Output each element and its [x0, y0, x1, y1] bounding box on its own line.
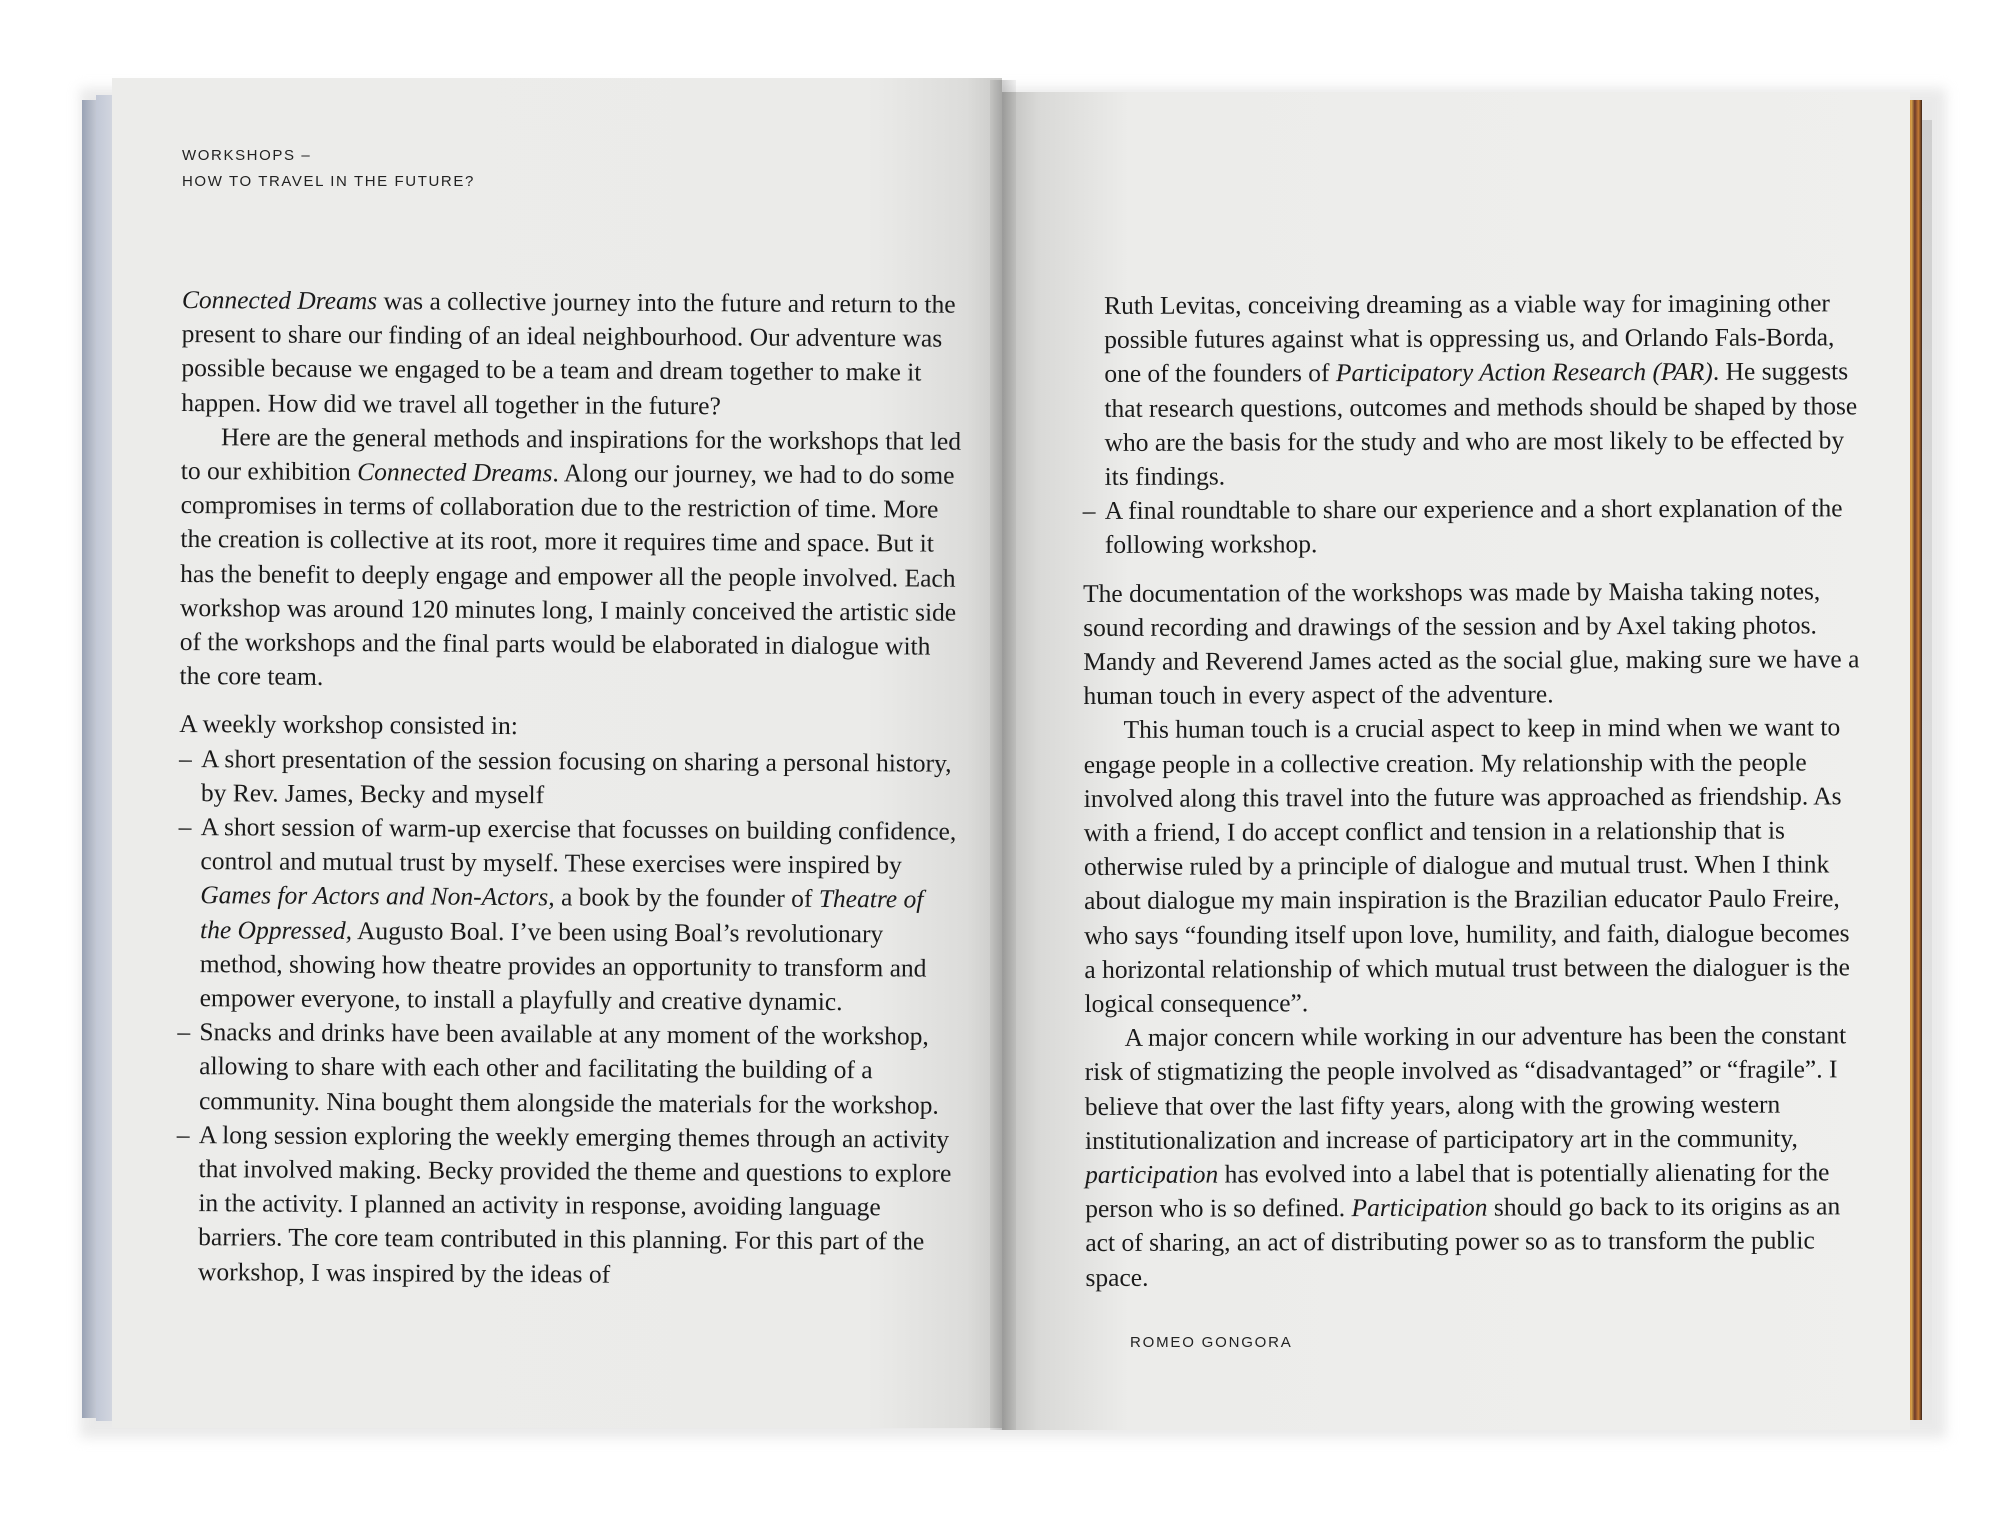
running-head-line-2: HOW TO TRAVEL IN THE FUTURE? [182, 173, 475, 190]
paragraph-participation [1085, 1019, 1866, 1295]
term-italic: Participation [1351, 1192, 1488, 1223]
running-head [182, 143, 475, 195]
paragraph-methods-text-a: Here are the general methods and inspirations for the workshops that led to our exhibition [180, 422, 962, 487]
term-italic: Participatory Action Research (PAR) [1335, 357, 1713, 388]
title-italic: Connected Dreams [181, 284, 378, 316]
title-italic: Connected Dreams [357, 457, 553, 488]
book-title-italic: Games for Actors and Non-Actors, [200, 880, 555, 912]
list-item [178, 810, 959, 1020]
paragraph-text: should go back to its origins as an act of sharing, an act of distributing power so as to transform the public space. [1085, 1191, 1841, 1292]
paragraph-methods [179, 420, 961, 698]
paragraph-methods-text-b: . Along our journey, we had to do some compromises in terms of collaboration due to the restriction of time. More the creation is collective at its root, more it requires time and space. But it has the benefit to deeply engage and empower all the people involved. Each workshop was around 120 minutes long, I mainly conceived the artistic side of the workshops and the final parts would be elaborated in dialogue with the core team. [179, 458, 957, 692]
list-item-text: A short presentation of the session focusing on sharing a personal history, by Rev. James, Becky and myself [200, 743, 952, 810]
list-item-text: . He suggests that research questions, outcomes and methods should be shaped by those who are the basis for the study and who are most likely to be effected by its findings. [1104, 356, 1858, 491]
paragraph-human-touch: This human touch is a crucial aspect to keep in mind when we want to engage people in a collective creation. My relationship with the people involved along this travel into the future was approached as friendship. As with a friend, I do accept conflict and tension in a relationship that is otherwise ruled by a principle of dialogue and mutual trust. When I think about dialogue my main inspiration is the Brazilian educator Paulo Freire, who says “founding itself upon love, humility, and faith, dialogue becomes a horizontal relationship of which mutual trust between the dialoguer is the logical consequence”. [1083, 712, 1850, 1019]
workshop-list [176, 742, 959, 1294]
dash-marker: – [176, 1119, 190, 1149]
list-item-text: A final roundtable to share our experience and a short explanation of the following workshop. [1104, 493, 1843, 560]
paragraph-intro [181, 283, 962, 425]
list-item-text: A long session exploring the weekly emerging themes through an activity that involved making. Becky provided the theme and questions to explore in the activity. I planned an activity in response, avoiding language barriers. The core team contributed in this planning. For this part of the workshop, I was inspired by the ideas of [197, 1119, 952, 1289]
list-item [179, 742, 959, 815]
book-title-italic: Theatre of the Oppressed, [199, 884, 924, 945]
author-signature: ROMEO GONGORA [1130, 1334, 1293, 1351]
list-item [177, 1015, 958, 1122]
list-item-text: A short session of warm-up exercise that focusses on building confidence, control and mutual trust by myself. These exercises were inspired by [200, 812, 957, 880]
dash-marker: – [1082, 496, 1096, 526]
workshop-list-continued [1083, 491, 1863, 562]
list-intro: A weekly workshop consisted in: [179, 709, 518, 741]
term-italic: participation [1085, 1159, 1219, 1190]
paragraph-documentation: The documentation of the workshops was made by Maisha taking notes, sound recording and drawings of the session and by Axel taking photos. Mandy and Reverend James acted as the social glue, making sure we have a human touch in every aspect of the adventure. [1083, 576, 1860, 711]
dash-marker: – [177, 1017, 191, 1047]
paragraph-text: A major concern while working in our adventure has been the constant risk of stigmatizing the people involved as “disadvantaged” or “fragile”. I believe that over the last fifty years, along with the growing western institutionalization and increase of participatory art in the community, [1084, 1020, 1847, 1155]
dash-marker: – [178, 812, 192, 842]
left-page-body [176, 283, 962, 1294]
list-item-text: Ruth Levitas, conceiving dreaming as a viable way for imagining other possible futures against what is oppressing us, and Orlando Fals-Borda, one of the founders of [1104, 288, 1835, 389]
book-gutter [990, 80, 1016, 1430]
paragraph-text: has evolved into a label that is potentially alienating for the person who is so defined. [1085, 1157, 1830, 1224]
right-page-body [1082, 286, 1866, 1295]
list-item-continued [1082, 286, 1863, 494]
list-item [1083, 491, 1863, 562]
list-item [176, 1118, 957, 1294]
paragraph-intro-text: was a collective journey into the future and return to the present to share our finding of an ideal neighbourhood. Our adventure was possible because we engaged to be a team and dream together to make it happen. How did we travel all together in the future? [181, 286, 956, 420]
list-item-text: Augusto Boal. I’ve been using Boal’s revolutionary method, showing how theatre provides an opportunity to transform and empower everyone, to install a playfully and creative dynamic. [199, 915, 927, 1017]
dash-marker: – [179, 743, 192, 773]
list-item-text: a book by the founder of [554, 882, 819, 914]
list-item-text: Snacks and drinks have been available at any moment of the workshop, allowing to share with each other and facilitating the building of a community. Nina bought them alongside the materials for the workshop. [198, 1017, 939, 1120]
running-head-line-1: WORKSHOPS – [182, 147, 312, 164]
